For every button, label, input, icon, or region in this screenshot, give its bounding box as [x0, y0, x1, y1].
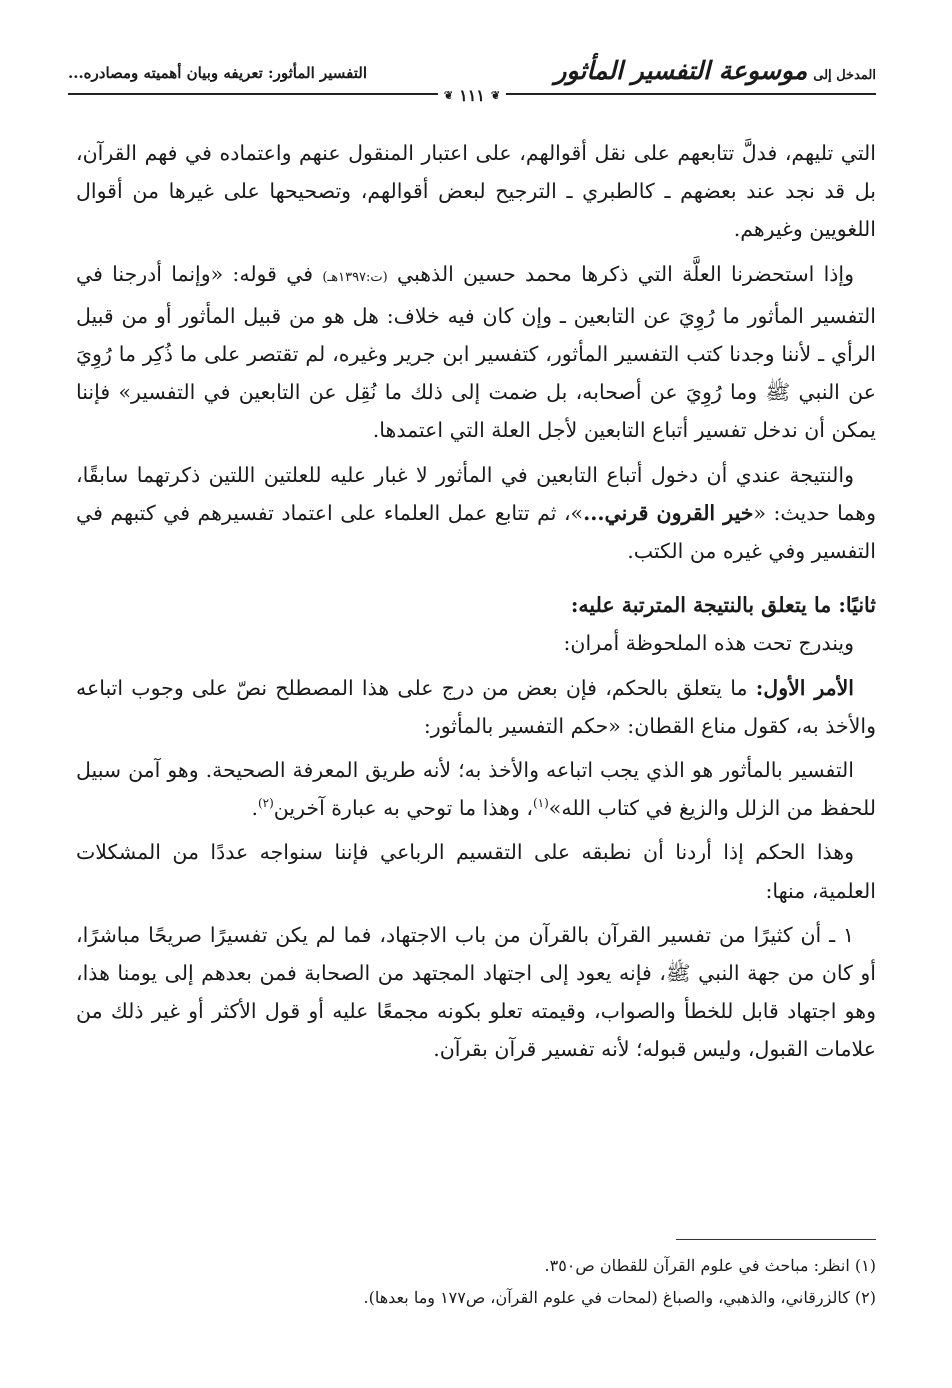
numbered-point: ١ ـ أن كثيرًا من تفسير القرآن بالقرآن من باب الاجتهاد، فما لم يكن تفسيرًا صريحًا مباشرًا، أو كان من جهة النبي ﷺ، فإنه يعود إلى اجتهاد المجتهد من الصحابة فمن بعدهم إلى يومنا هذا، وهو اجتهاد قابل للخطأ والصواب، وقيمته تعلو بكونه مجمعًا عليه أو قول الأكثر أو غير ذلك من علامات القبول، وليس قبوله؛ لأنه تفسير قرآن بقرآن.: [76, 922, 876, 1062]
footnotes: [76, 1250, 876, 1314]
subsection-heading: ثانيًا: ما يتعلق بالنتيجة المترتبة عليه:: [570, 593, 876, 618]
footnote-rule: [676, 1239, 876, 1240]
page-number: ١١١: [459, 86, 485, 105]
running-header: [68, 56, 876, 118]
footnote: (١) انظر: مباحث في علوم القرآن للقطان ص٣٥٠.: [544, 1256, 876, 1275]
paragraph: [76, 456, 876, 571]
text-segment: التفسير بالمأثور هو الذي يجب اتباعه والأخذ به؛ لأنه طريق المعرفة الصحيحة. وهو آمن سبيل للحفظ من الزلل والزيغ في كتاب الله»: [76, 758, 876, 821]
text-segment: ، وهذا ما توحي به عبارة آخرين: [273, 796, 533, 821]
paragraph: [76, 751, 876, 827]
ornament-icon: ❦: [490, 89, 501, 102]
text-segment: ما يتعلق بالحكم، فإن بعض من درج على هذا المصطلح نصّ على وجوب اتباعه والأخذ به، كقول مناع القطان: «حكم التفسير بالمأثور:: [76, 675, 876, 738]
text-segment: .: [251, 796, 258, 821]
main-text: [76, 134, 876, 1069]
hadith-quote: خير القرون قرني...: [583, 500, 754, 525]
paragraph: ويندرج تحت هذه الملحوظة أمران:: [563, 631, 854, 656]
paragraph: التي تليهم، فدلَّ تتابعهم على نقل أقوالهم، على اعتبار المنقول عنهم واعتماده في فهم القرآن، بل قد نجد عند بعضهم ـ كالطبري ـ الترجيح لبعض أقوالهم، وتصحيحها على غيرها من أقوال اللغويين وغيرهم.: [76, 141, 876, 242]
text-segment: في قوله: «وإنما أدرجنا في التفسير المأثور ما رُوِيَ عن التابعين ـ وإن كان فيه خلاف: هل هو من قبيل المأثور أو من قبيل الرأي ـ لأننا وجدنا كتب التفسير المأثور، كتفسير ابن جرير وغيره، لم تقتصر على ما ذُكِر ما رُوِيَ عن النبي ﷺ وما رُوِيَ عن أصحابه، بل ضمت إلى ذلك ما نُقِل عن التابعين في التفسير» فإننا يمكن أن ندخل تفسير أتباع التابعين لأجل العلة التي اعتمدها.: [76, 261, 876, 443]
page-number-box: [438, 86, 506, 105]
section-title: التفسير المأثور: تعريفه وبيان أهميته ومصادره...: [68, 64, 368, 82]
footnote: (٢) كالزرقاني، والذهبي، والصباغ (لمحات في علوم القرآن، ص١٧٧ وما بعدها).: [363, 1288, 876, 1307]
paragraph: [76, 669, 876, 745]
text-segment: والنتيجة عندي أن دخول أتباع التابعين في المأثور لا غبار عليه للعلتين اللتين ذكرتهما سابقًا، وهما حديث: «: [76, 462, 876, 525]
logo-title: موسوعة التفسير المأثور: [554, 56, 808, 85]
paragraph: [76, 255, 876, 450]
text-segment: وإذا استحضرنا العلَّة التي ذكرها محمد حسين الذهبي: [397, 261, 854, 286]
text-segment: »، ثم تتابع عمل العلماء على اعتماد تفسيرهم في كتبهم في التفسير وفي غيره من الكتب.: [76, 500, 876, 564]
paragraph: وهذا الحكم إذا أردنا أن نطبقه على التقسيم الرباعي فإننا سنواجه عددًا من المشكلات العلمية، منها:: [76, 840, 876, 903]
logo-prefix: المدخل إلى: [813, 68, 876, 83]
footnote-ref: (١): [532, 796, 549, 811]
ornament-icon: ❦: [443, 89, 454, 102]
book-title-logo: [554, 56, 876, 85]
footnote-ref: (٢): [257, 796, 274, 811]
death-date: (ت:١٣٩٧هـ): [322, 269, 388, 285]
lead-term: الأمر الأول:: [755, 675, 854, 700]
